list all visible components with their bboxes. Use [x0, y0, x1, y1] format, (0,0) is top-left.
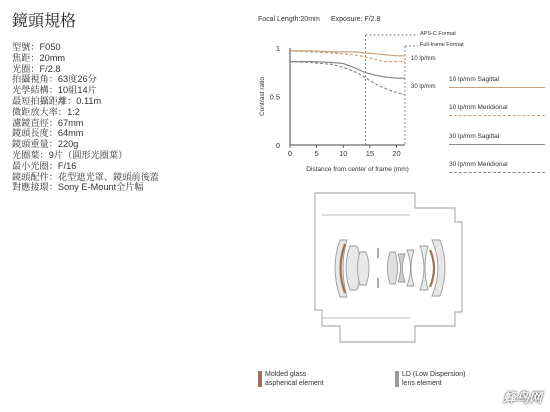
apsc-format-label: APS-C Format	[420, 31, 456, 37]
lens-element-rear-1	[420, 246, 428, 290]
watermark-logo: 蜂鸟网	[502, 390, 542, 405]
x-tick-label: 15	[365, 149, 375, 158]
spec-row: 濾鏡直徑：67mm	[12, 117, 84, 128]
lens-element-aspherical-rear	[430, 250, 434, 287]
spec-row: 光學結構：10組14片	[12, 85, 97, 96]
spec-row: 鏡頭長度：64mm	[12, 128, 84, 139]
fullframe-format-label: Full-frame Format	[420, 42, 464, 48]
plot-area	[259, 35, 418, 173]
spec-row: 光圈葉：9片（圓形光圈葉）	[12, 149, 128, 160]
legend-swatch-line	[449, 87, 545, 88]
legend-entry: 10 lp/mm Sagittal	[449, 76, 500, 83]
x-tick-label: 0	[287, 149, 293, 158]
spec-row: 微距放大率：1:2	[12, 106, 80, 117]
spec-row: 拍攝視角：63度26分	[12, 74, 97, 85]
series-line	[290, 51, 405, 62]
spec-row: 對應接環：Sony E-Mount全片幅	[12, 182, 144, 193]
ld-element-label	[402, 370, 465, 388]
spec-row: 鏡頭重量：220g	[12, 139, 79, 150]
lens-element-mid-3	[407, 250, 414, 286]
spec-row: 最短拍攝距離：0.11m	[12, 95, 102, 106]
chart-focal-length: Focal Length:20mm	[258, 16, 320, 23]
spec-row: 最小光圈：F/16	[12, 160, 77, 171]
y-axis-label: Contrast ratio	[259, 76, 266, 117]
spec-row: 鏡頭配件：花型遮光罩、鏡頭前後蓋	[12, 171, 159, 182]
molded-glass-line2: aspherical element	[265, 380, 324, 387]
molded-glass-swatch	[258, 371, 262, 387]
x-axis-label: Distance from center of frame (mm)	[306, 166, 409, 173]
lens-element-front-3	[358, 252, 370, 285]
page-title: 鏡頭規格	[12, 13, 77, 30]
legend-entry: 30 lp/mm Meridional	[449, 161, 508, 168]
curve-label-10lp: 10 lp/mm	[411, 56, 436, 62]
x-tick-label: 10	[339, 149, 348, 158]
spec-row: 焦距：20mm	[12, 52, 66, 63]
curve-label-30lp: 30 lp/mm	[411, 84, 436, 90]
legend-swatch-line	[449, 172, 545, 173]
ld-element-swatch	[395, 371, 399, 387]
series-line	[290, 62, 405, 95]
legend-entry: 30 lp/mm Sagittal	[449, 133, 500, 140]
spec-row: 光圈：F/2.8	[12, 63, 61, 74]
legend-swatch-line	[449, 144, 545, 145]
lens-diagram-illustration	[315, 193, 462, 342]
spec-row: 型號：F050	[12, 42, 61, 52]
legend-swatch-line	[449, 115, 545, 116]
y-tick-label: 1	[275, 44, 280, 53]
chart-exposure: Exposure: F/2.8	[331, 16, 381, 23]
lens-element-mid-2	[398, 254, 405, 282]
molded-glass-label	[265, 370, 324, 388]
molded-glass-line1: Molded glass	[265, 371, 307, 378]
x-tick-label: 20	[392, 149, 401, 158]
x-tick-label: 5	[314, 149, 319, 158]
series-line	[290, 62, 405, 79]
ld-element-line1: LD (Low Dispersion)	[402, 371, 466, 378]
legend-entry: 10 lp/mm Meridional	[449, 104, 508, 111]
ld-element-line2: lens element	[402, 380, 442, 387]
y-tick-label: 0	[275, 141, 280, 150]
lens-element-mid-1	[388, 252, 398, 284]
y-tick-label: 0.5	[269, 92, 280, 102]
